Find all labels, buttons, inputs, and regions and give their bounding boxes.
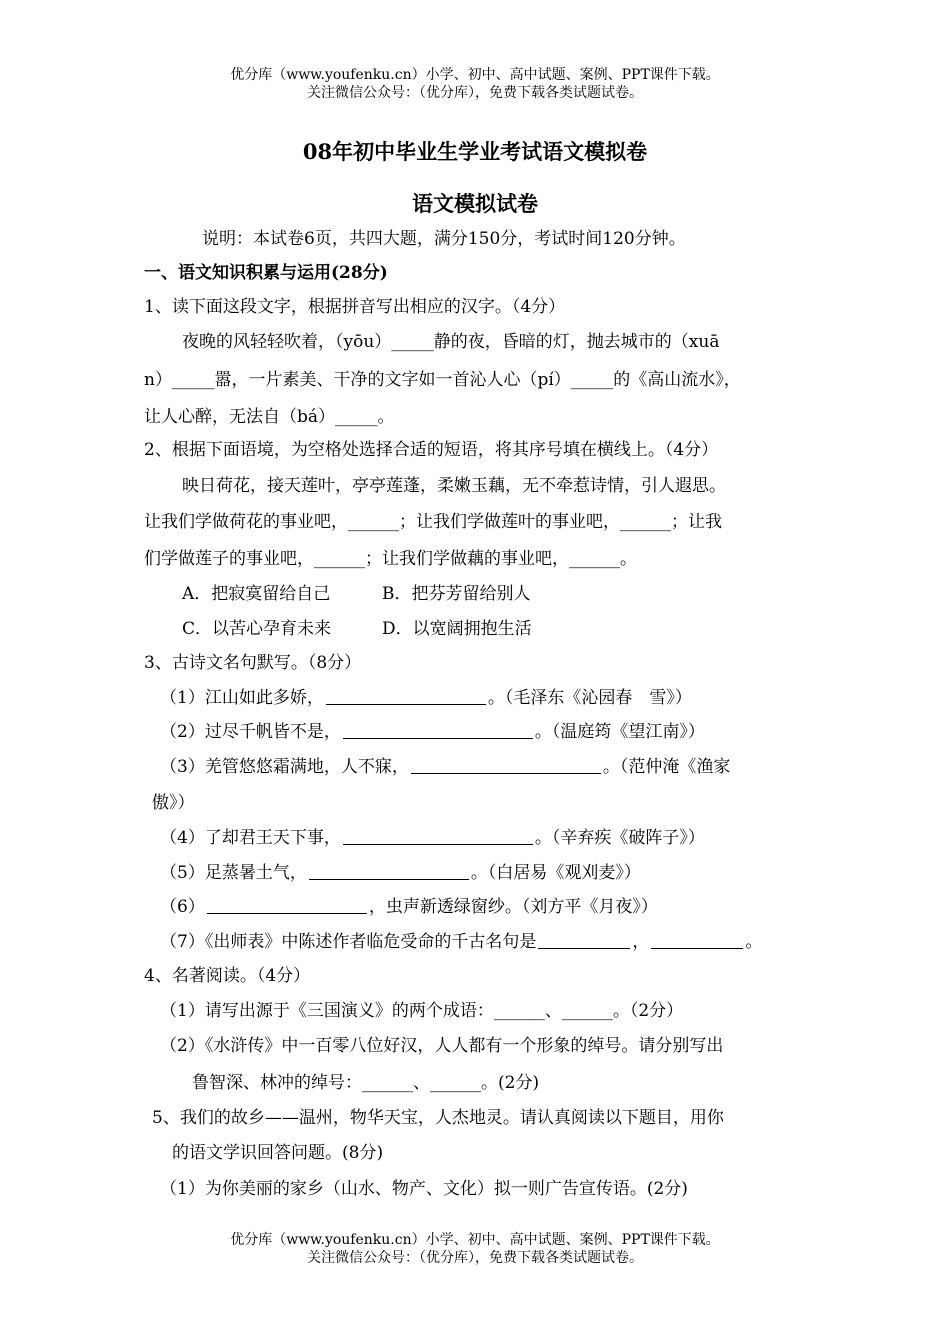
q3-item-4-prefix: （4）了却君王天下事，: [160, 828, 341, 848]
q3-item-1-prefix: （1）江山如此多娇，: [160, 688, 324, 708]
answer-blank[interactable]: [343, 827, 533, 845]
q3-item-3: [160, 755, 730, 779]
q1-text-line-2: n）_____嚣，一片素美、干净的文字如一首沁人心（pí）_____的《高山流水》，: [144, 370, 741, 390]
q1-text-line-1: 夜晚的风轻轻吹着，（yōu）_____静的夜，昏暗的灯，抛去城市的（xuā: [182, 332, 720, 352]
q3-item-7: [160, 930, 762, 954]
q5-stem-line-1: 5、我们的故乡——温州，物华天宝，人杰地灵。请认真阅读以下题目，用你: [152, 1108, 724, 1128]
q3-item-2: [160, 720, 705, 744]
q3-item-3-prefix: （3）羌管悠悠霜满地，人不寐，: [160, 757, 409, 777]
instructions: 说明：本试卷6页，共四大题，满分150分，考试时间120分钟。: [202, 229, 686, 249]
q4-item-2: （2）《水浒传》中一百零八位好汉，人人都有一个形象的绰号。请分别写出: [160, 1036, 724, 1056]
answer-blank[interactable]: [326, 687, 486, 705]
q4-stem: 4、名著阅读。（4分）: [144, 966, 311, 986]
q3-item-5-suffix: 。（白居易《观刈麦》）: [470, 863, 641, 883]
q3-item-1: [160, 686, 692, 710]
answer-blank[interactable]: [538, 931, 630, 949]
q3-stem: 3、古诗文名句默写。（8分）: [144, 653, 362, 673]
page-footer: [0, 1231, 950, 1267]
q1-text-line-3: 让人心醉，无法自（bá）_____。: [144, 407, 395, 427]
page-header: [0, 66, 950, 102]
q3-item-7-prefix: （7）《出师表》中陈述作者临危受命的千古名句是: [160, 932, 537, 952]
q4-item-1: （1）请写出源于《三国演义》的两个成语：______、______。（2分）: [160, 1001, 684, 1021]
q5-item-1: （1）为你美丽的家乡（山水、物产、文化）拟一则广告宣传语。(2分): [160, 1179, 688, 1199]
q2-option-a: A．把寂寞留给自己: [182, 584, 331, 604]
answer-blank[interactable]: [343, 721, 533, 739]
q3-item-7-separator: ，: [632, 932, 650, 952]
q2-stem: 2、根据下面语境，为空格处选择合适的短语，将其序号填在横线上。（4分）: [144, 440, 719, 460]
q3-item-7-suffix: 。: [745, 932, 763, 952]
q2-option-d: D．以宽阔拥抱生活: [382, 619, 532, 639]
q3-item-2-prefix: （2）过尽千帆皆不是，: [160, 722, 341, 742]
section-1-heading: 一、语文知识积累与运用(28分): [144, 263, 388, 283]
q3-item-6-prefix: （6）: [160, 897, 205, 917]
q3-item-1-suffix: 。（毛泽东《沁园春 雪》）: [487, 688, 692, 708]
q3-item-4-suffix: 。（辛弃疾《破阵子》）: [534, 828, 705, 848]
q1-stem: 1、读下面这段文字，根据拼音写出相应的汉字。（4分）: [144, 297, 566, 317]
q2-text-line-3: 们学做莲子的事业吧，______；让我们学做藕的事业吧，______。: [144, 549, 637, 569]
q2-option-c: C．以苦心孕育未来: [182, 619, 332, 639]
q3-item-6-suffix: ，虫声新透绿窗纱。（刘方平《月夜》）: [368, 897, 658, 917]
q3-item-3-suffix: 。（范仲淹《渔家: [602, 757, 731, 777]
q3-item-6: [160, 895, 658, 919]
exam-title: 08年初中毕业生学业考试语文模拟卷: [302, 139, 648, 164]
q3-item-3-continued: 傲》）: [152, 793, 195, 813]
answer-blank[interactable]: [651, 931, 743, 949]
header-line-2: 关注微信公众号：（优分库），免费下载各类试题试卷。: [307, 85, 643, 101]
q5-stem-line-2: 的语文学识回答问题。(8分): [172, 1143, 384, 1163]
q3-item-2-suffix: 。（温庭筠《望江南》）: [534, 722, 705, 742]
answer-blank[interactable]: [207, 896, 367, 914]
q3-item-5: [160, 861, 641, 885]
answer-blank[interactable]: [411, 756, 601, 774]
q2-text-line-1: 映日荷花，接天莲叶，亭亭莲蓬，柔嫩玉藕，无不牵惹诗情，引人遐思。: [182, 476, 726, 496]
answer-blank[interactable]: [309, 862, 469, 880]
header-line-1: 优分库（www.youfenku.cn）小学、初中、高中试题、案例、PPT课件下载。: [230, 67, 720, 83]
exam-subtitle: 语文模拟试卷: [412, 191, 538, 216]
q3-item-5-prefix: （5）足蒸暑土气，: [160, 863, 307, 883]
footer-line-1: 优分库（www.youfenku.cn）小学、初中、高中试题、案例、PPT课件下载。: [230, 1232, 720, 1248]
q2-text-line-2: 让我们学做荷花的事业吧，______；让我们学做莲叶的事业吧，______；让我: [144, 512, 722, 532]
q2-option-b: B．把芬芳留给别人: [382, 584, 531, 604]
footer-line-2: 关注微信公众号：（优分库），免费下载各类试题试卷。: [307, 1250, 643, 1266]
q4-item-2-continued: 鲁智深、林冲的绰号：______、______。(2分): [192, 1073, 540, 1093]
q3-item-4: [160, 826, 705, 850]
